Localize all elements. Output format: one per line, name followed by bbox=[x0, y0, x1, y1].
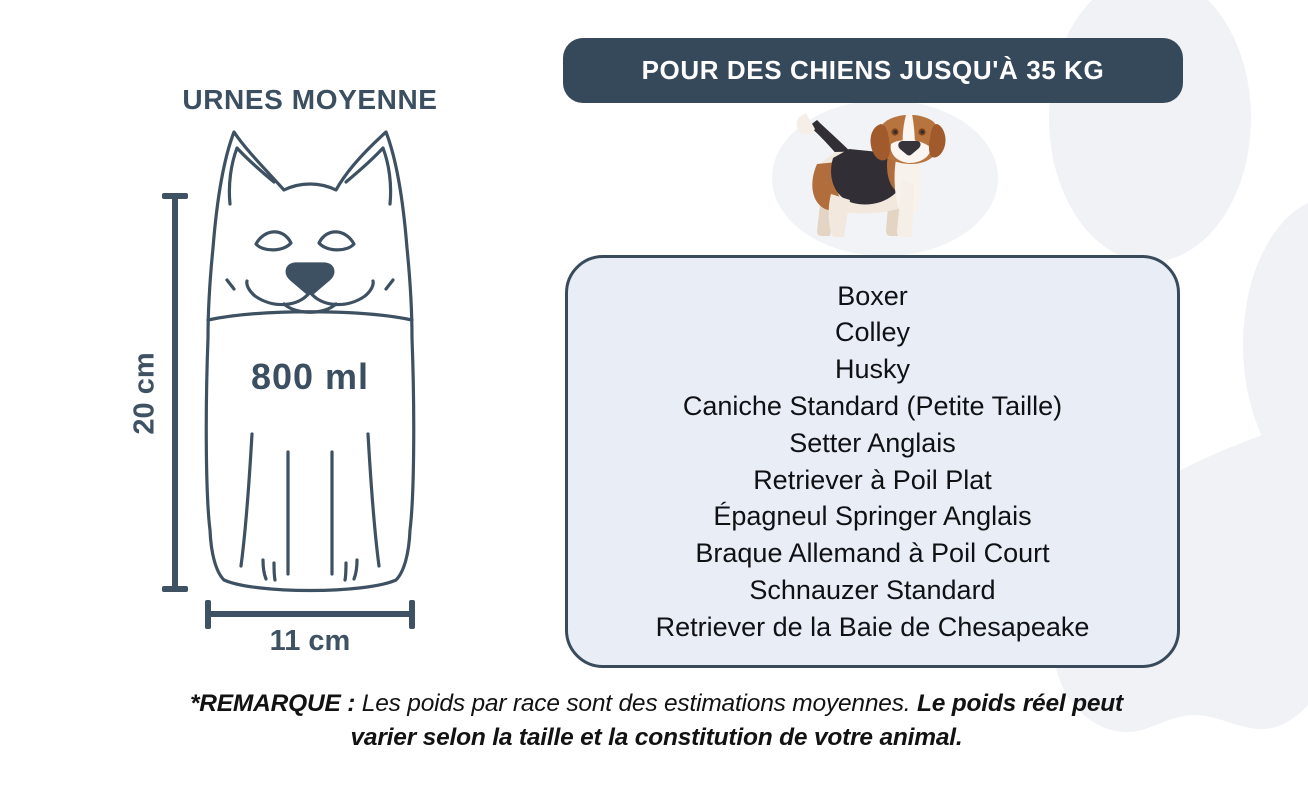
urn-capacity-label: 800 ml bbox=[250, 356, 370, 397]
breed-list bbox=[568, 278, 1177, 646]
breed-list-item: Caniche Standard (Petite Taille) bbox=[682, 390, 1063, 421]
breed-list-item: Schnauzer Standard bbox=[749, 574, 996, 605]
urn-toe-mark bbox=[274, 563, 275, 580]
beagle-eye bbox=[894, 130, 898, 134]
height-dimension-line bbox=[172, 196, 178, 589]
beagle-near-leg bbox=[829, 194, 850, 237]
remark-text-regular: Les poids par race sont des estimations moyennes. bbox=[361, 690, 911, 717]
breed-list-item: Épagneul Springer Anglais bbox=[713, 501, 1032, 532]
urn-size-title: URNES MOYENNE bbox=[182, 84, 438, 115]
remark-text-bold: Le poids réel peut bbox=[916, 690, 1124, 717]
urn-width-label: 11 cm bbox=[269, 625, 351, 657]
breed-list-item: Setter Anglais bbox=[789, 427, 956, 458]
height-dimension-cap bbox=[162, 193, 188, 199]
remark-text-bold: varier selon la taille et la constitution de votre animal. bbox=[350, 724, 963, 751]
breed-list-item: Braque Allemand à Poil Court bbox=[695, 538, 1050, 569]
weight-limit-banner bbox=[563, 38, 1183, 103]
height-dimension-cap bbox=[162, 586, 188, 592]
breed-list-item: Boxer bbox=[837, 280, 908, 311]
remark-note bbox=[184, 687, 1129, 755]
urn-height-label: 20 cm bbox=[128, 352, 161, 435]
remark-label: *REMARQUE : bbox=[189, 690, 356, 717]
breed-list-item: Retriever à Poil Plat bbox=[753, 464, 992, 495]
width-dimension-line bbox=[206, 611, 414, 617]
beagle-eye bbox=[921, 130, 925, 134]
breed-list-item: Colley bbox=[834, 317, 911, 348]
urn-toe-mark bbox=[345, 563, 346, 580]
beagle-illustration bbox=[791, 112, 947, 244]
breed-list-item: Retriever de la Baie de Chesapeake bbox=[655, 611, 1090, 642]
breed-list-item: Husky bbox=[834, 354, 910, 385]
weight-limit-text: POUR DES CHIENS JUSQU'À 35 KG bbox=[641, 55, 1105, 85]
breed-list-box bbox=[565, 255, 1180, 668]
